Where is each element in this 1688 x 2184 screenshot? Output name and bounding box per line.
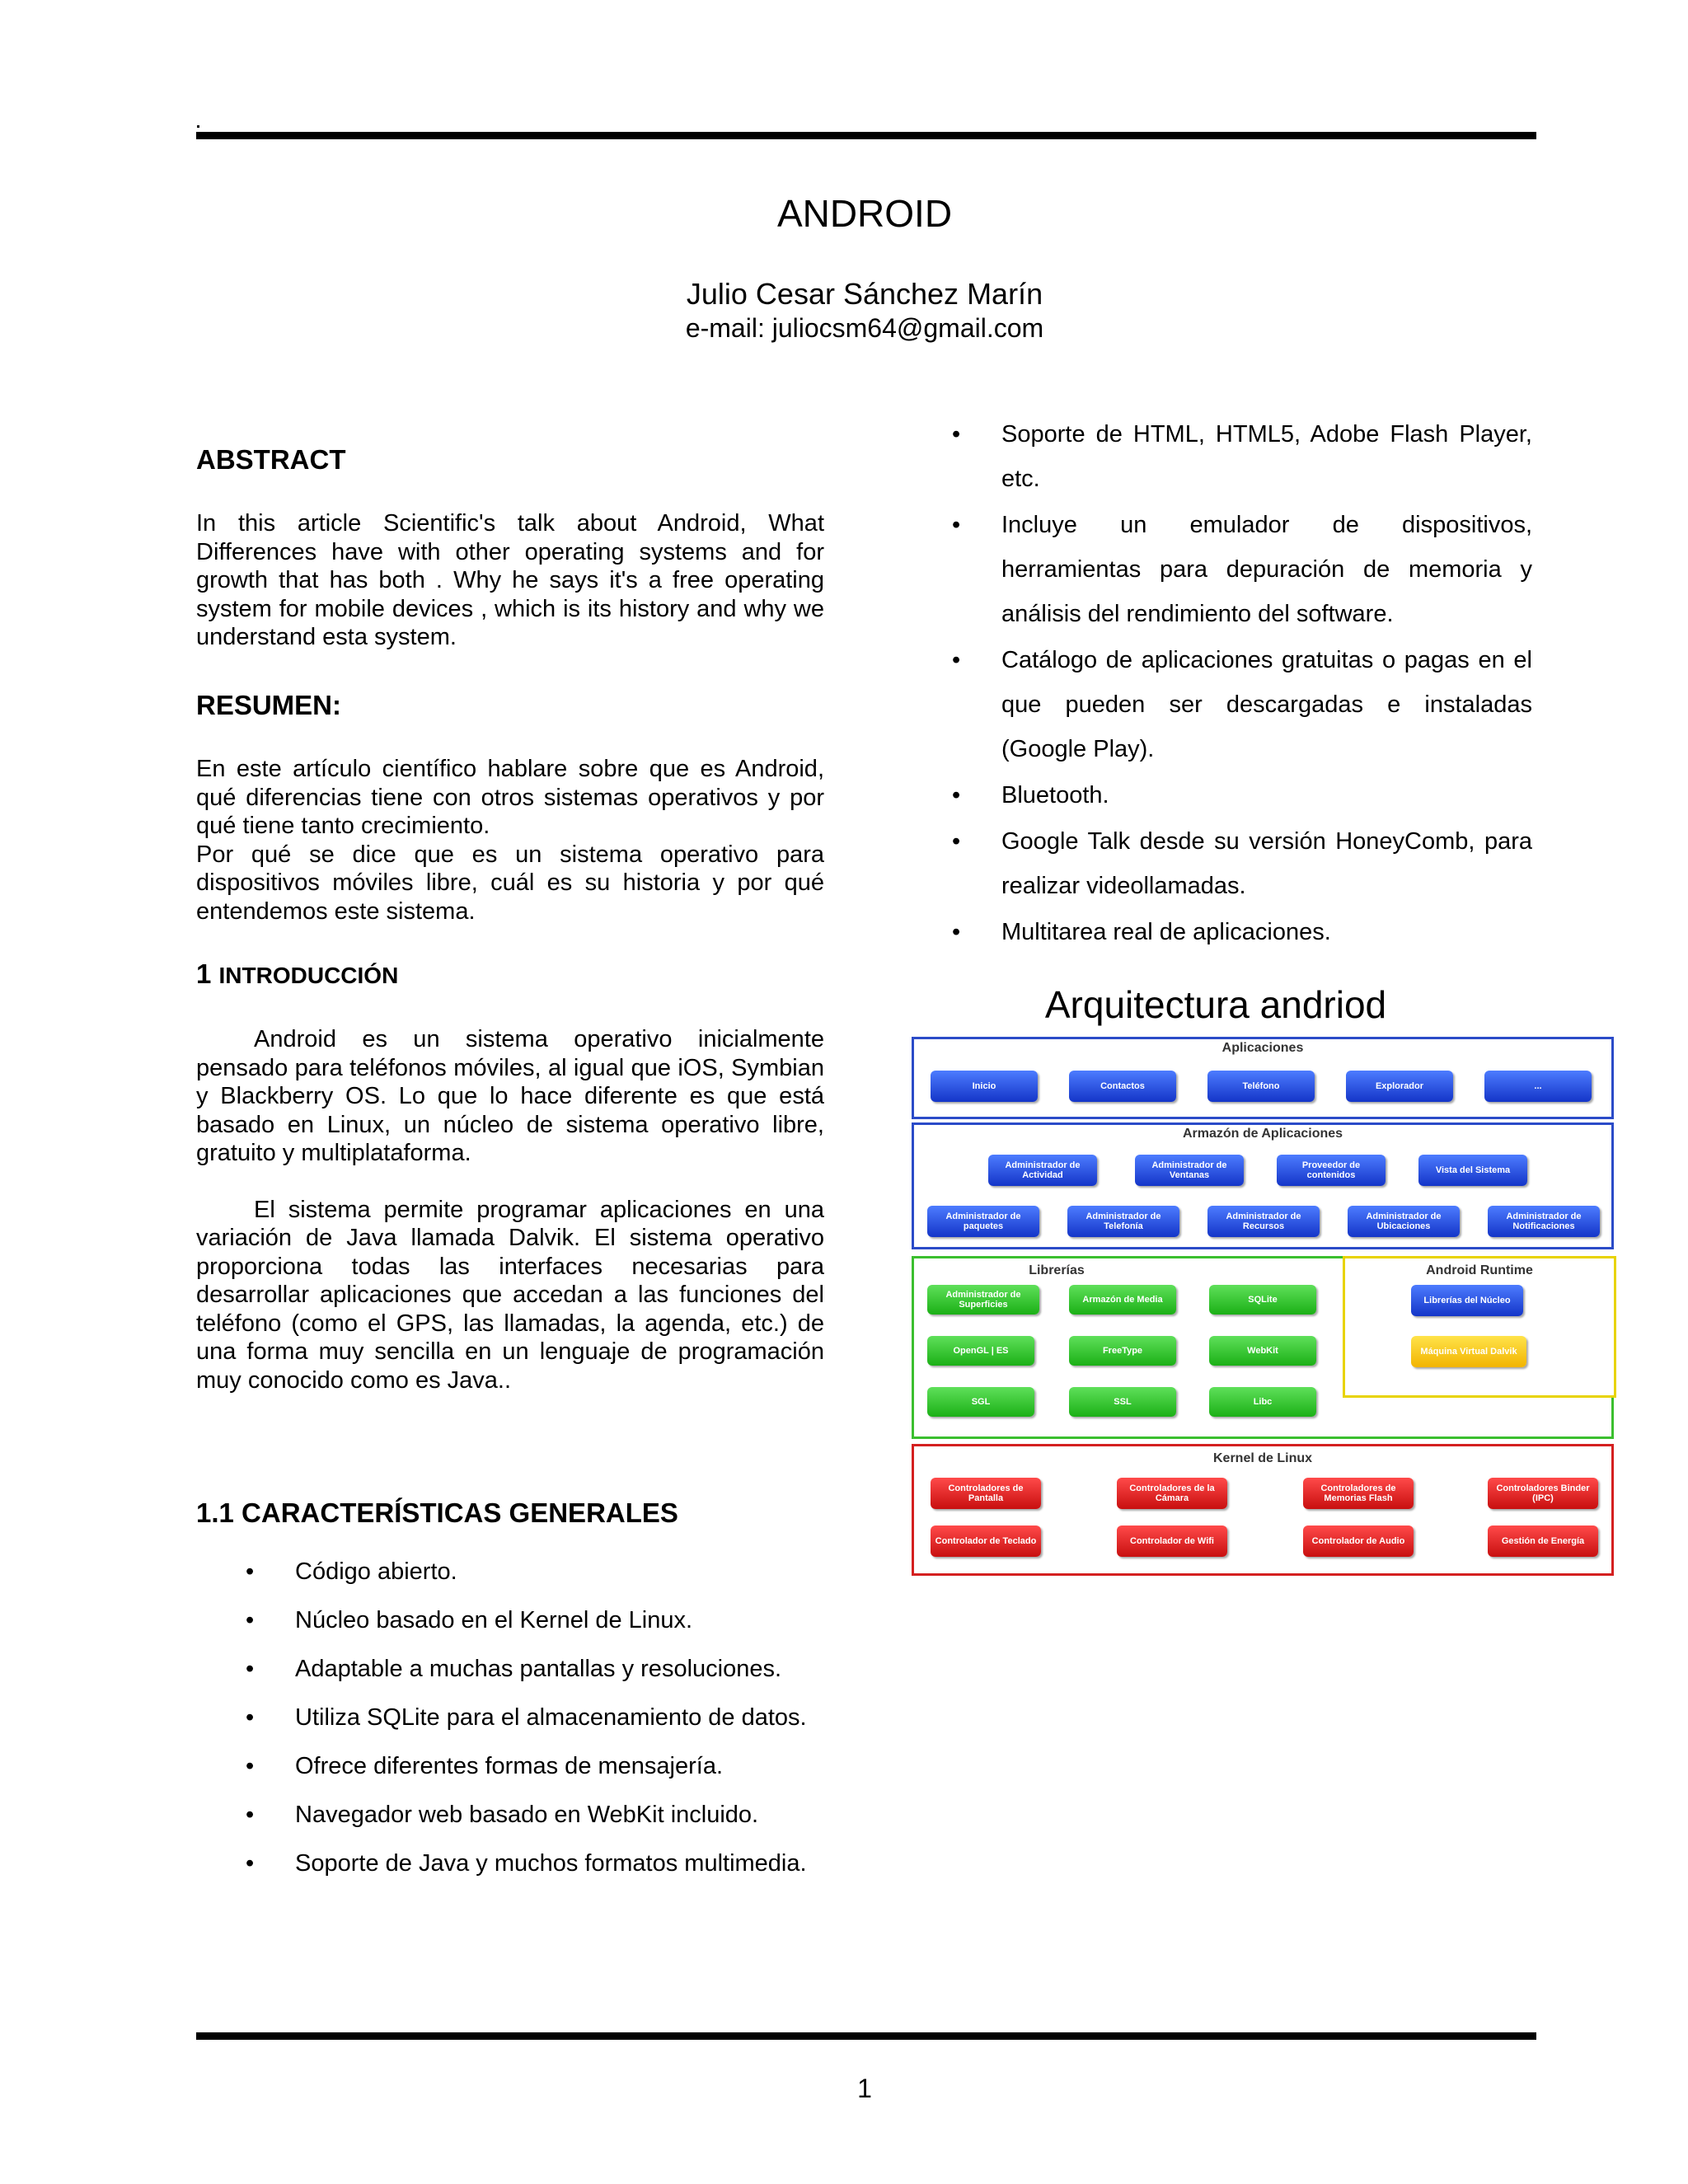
kernel-box: Controladores de Pantalla (931, 1478, 1041, 1509)
list-item: • Código abierto. (196, 1549, 824, 1594)
app-box: Contactos (1069, 1071, 1176, 1102)
page-number: 1 (857, 2074, 872, 2103)
library-box: Armazón de Media (1069, 1285, 1176, 1315)
intro-heading (196, 958, 824, 992)
list-item: • Utiliza SQLite para el almacenamiento de datos. (196, 1695, 824, 1740)
framework-box: Administrador de Ubicaciones (1348, 1206, 1460, 1237)
corner-mark (197, 125, 199, 128)
intro-paragraph-2: El sistema permite programar aplicaciones en una variación de Java llamada Dalvik. El sistema operativo proporciona todas las interfaces necesarias para desarrollar aplicaciones que accedan a las funciones del teléfono (como el GPS, las llamadas, la agenda, etc.) de una forma muy sencilla en un lenguaje de programación muy conocido como es Java.. (196, 1196, 824, 1394)
intro-heading-text: INTRODUCCIÓN (218, 963, 399, 988)
list-item: • Soporte de Java y muchos formatos multimedia. (196, 1841, 824, 1886)
list-item: • Incluye un emulador de dispositivos, herramientas para depuración de memoria y análisis del rendimiento del software. (952, 503, 1532, 636)
layer-label-applications: Aplicaciones (1221, 1041, 1304, 1055)
header-rule (196, 132, 1536, 139)
android-architecture-diagram (905, 1030, 1630, 1582)
library-box: WebKit (1209, 1336, 1316, 1366)
framework-box: Administrador de Notificaciones (1488, 1206, 1600, 1237)
features-list-right (952, 412, 1532, 954)
runtime-box: Máquina Virtual Dalvik (1411, 1336, 1526, 1367)
abstract-text: In this article Scientific's talk about Android, What Differences have with other operating systems and for growth that has both . Why he says it's a free operating system for mobile devices , which is its history and why we understand esta system. (196, 510, 824, 650)
intro-section (196, 958, 824, 1394)
kernel-box: Controladores de la Cámara (1117, 1478, 1227, 1509)
footer-rule (196, 2032, 1536, 2040)
layer-label-libraries: Librerías (1029, 1263, 1085, 1277)
kernel-box: Gestión de Energía (1488, 1526, 1598, 1557)
features-heading: 1.1 CARACTERÍSTICAS GENERALES (196, 1497, 678, 1528)
resumen-heading: RESUMEN: (196, 690, 342, 720)
list-item: • Núcleo basado en el Kernel de Linux. (196, 1598, 824, 1643)
app-box: Explorador (1346, 1071, 1453, 1102)
framework-box: Administrador de Telefonía (1067, 1206, 1179, 1237)
library-box: SSL (1069, 1387, 1176, 1417)
layer-runtime (1343, 1256, 1616, 1398)
app-box: Inicio (931, 1071, 1038, 1102)
layer-kernel (912, 1444, 1614, 1576)
kernel-box: Controlador de Wifi (1117, 1526, 1227, 1557)
library-box: SQLite (1209, 1285, 1316, 1315)
intro-number: 1 (196, 958, 212, 989)
list-item: • Adaptable a muchas pantallas y resoluciones. (196, 1647, 824, 1691)
kernel-box: Controladores de Memorias Flash (1303, 1478, 1414, 1509)
list-item: • Bluetooth. (952, 773, 1532, 818)
app-box: Teléfono (1207, 1071, 1315, 1102)
runtime-box: Librerías del Núcleo (1411, 1285, 1523, 1316)
list-item: • Catálogo de aplicaciones gratuitas o pagas en el que pueden ser descargadas e instaladas (Google Play). (952, 638, 1532, 771)
features-section (196, 1497, 824, 1890)
list-item: • Navegador web basado en WebKit incluido. (196, 1793, 824, 1837)
framework-box: Vista del Sistema (1418, 1155, 1527, 1186)
layer-libraries (912, 1256, 1614, 1439)
resumen-section (196, 689, 824, 926)
intro-paragraph-1: Android es un sistema operativo inicialmente pensado para teléfonos móviles, al igual que iOS, Symbian y Blackberry OS. Lo que lo hace diferente es que está basado en Linux, un núcleo de sistema operativo libre, gratuito y multiplataforma. (196, 1026, 824, 1166)
framework-box: Proveedor de contenidos (1277, 1155, 1386, 1186)
library-box: Libc (1209, 1387, 1316, 1417)
list-item: • Soporte de HTML, HTML5, Adobe Flash Player, etc. (952, 412, 1532, 501)
layer-label-kernel: Kernel de Linux (1212, 1451, 1313, 1465)
kernel-box: Controlador de Audio (1303, 1526, 1414, 1557)
list-item: • Google Talk desde su versión HoneyComb, para realizar videollamadas. (952, 819, 1532, 908)
paper-title: ANDROID (776, 192, 953, 235)
kernel-box: Controlador de Teclado (931, 1526, 1041, 1557)
app-box: ... (1484, 1071, 1592, 1102)
framework-box: Administrador de Actividad (988, 1155, 1097, 1186)
features-continued (952, 412, 1532, 956)
author-email: e-mail: juliocsm64@gmail.com (685, 313, 1044, 343)
library-box: FreeType (1069, 1336, 1176, 1366)
framework-box: Administrador de Ventanas (1135, 1155, 1244, 1186)
author-name: Julio Cesar Sánchez Marín (686, 277, 1043, 311)
list-item: • Ofrece diferentes formas de mensajería. (196, 1744, 824, 1788)
layer-framework (912, 1122, 1614, 1249)
list-item: • Multitarea real de aplicaciones. (952, 910, 1532, 954)
framework-box: Administrador de paquetes (927, 1206, 1039, 1237)
layer-applications (912, 1037, 1614, 1119)
library-box: Administrador de Superficies (927, 1285, 1039, 1315)
resumen-paragraph-1: En este artículo científico hablare sobre que es Android, qué diferencias tiene con otros sistemas operativos y por qué tiene tanto crecimiento. (196, 756, 824, 839)
kernel-box: Controladores Binder (IPC) (1488, 1478, 1598, 1509)
layer-label-runtime: Android Runtime (1426, 1263, 1533, 1277)
architecture-title: Arquitectura andriod (1044, 983, 1387, 1026)
library-box: SGL (927, 1387, 1034, 1417)
features-list-left (196, 1549, 824, 1886)
resumen-paragraph-2: Por qué se dice que es un sistema operativo para dispositivos móviles libre, cuál es su historia y por qué entendemos este sistema. (196, 841, 824, 925)
framework-box: Administrador de Recursos (1207, 1206, 1320, 1237)
layer-label-framework: Armazón de Aplicaciones (1182, 1127, 1343, 1141)
abstract-heading: ABSTRACT (196, 444, 346, 475)
library-box: OpenGL | ES (927, 1336, 1034, 1366)
abstract-section (196, 443, 824, 652)
